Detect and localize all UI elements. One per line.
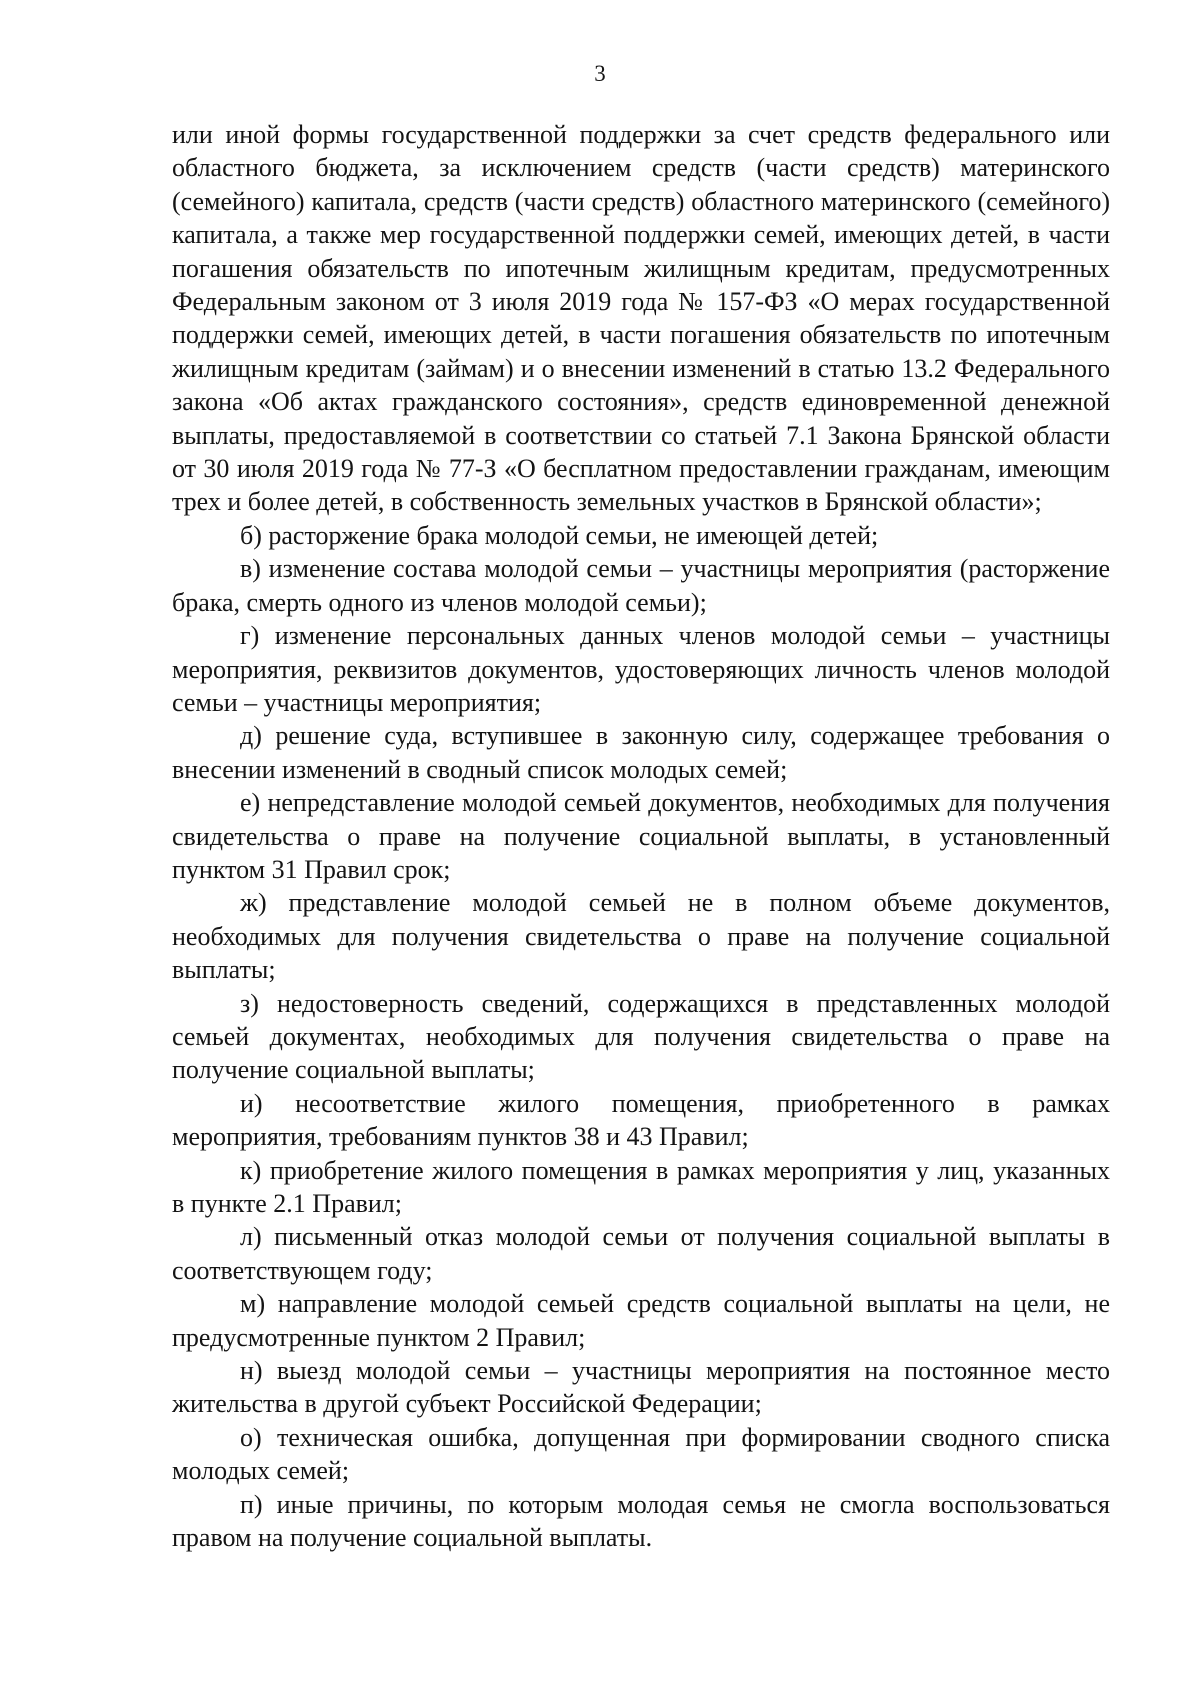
list-item-i: и) несоответствие жилого помещения, приобретенного в рамках мероприятия, требованиям пунктов 38 и 43 Правил; (172, 1088, 1110, 1152)
list-item-o: о) техническая ошибка, допущенная при формировании сводного списка молодых семей; (172, 1422, 1110, 1486)
page-number: 3 (594, 61, 606, 86)
list-item-k: к) приобретение жилого помещения в рамках мероприятия у лиц, указанных в пункте 2.1 Правил; (172, 1155, 1110, 1218)
list-item-d: д) решение суда, вступившее в законную силу, содержащее требования о внесении изменений в сводный список молодых семей; (172, 721, 1110, 784)
list-item-p: п) иные причины, по которым молодая семья не смогла воспользоваться правом на получение социальной выплаты. (172, 1489, 1110, 1553)
document-body (172, 118, 1110, 1554)
list-item-e: е) непредставление молодой семьей документов, необходимых для получения свидетельства о праве на получение социальной выплаты, в установленный пунктом 31 Правил срок; (172, 788, 1110, 884)
list-item-zh: ж) представление молодой семьей не в полном объеме документов, необходимых для получения свидетельства о праве на получение социальной выплаты; (172, 888, 1110, 985)
list-item-g: г) изменение персональных данных членов молодой семьи – участницы мероприятия, реквизитов документов, удостоверяющих личность членов молодой семьи – участницы мероприятия; (172, 621, 1110, 717)
list-item-l: л) письменный отказ молодой семьи от получения социальной выплаты в соответствующем году; (172, 1222, 1110, 1285)
paragraph-continuation: или иной формы государственной поддержки за счет средств федерального или областного бюджета, за исключением средств (части средств) материнского (семейного) капитала, средств (части средств) областного материнского (семейного) капитала, а также мер государственной поддержки семей, имеющих детей, в части погашения обязательств по ипотечным жилищным кредитам, предусмотренных Федеральным законом от 3 июля 2019 года № 157-ФЗ «О мерах государственной поддержки семей, имеющих детей, в части погашения обязательств по ипотечным жилищным кредитам (займам) и о внесении изменений в статью 13.2 Федерального закона «Об актах гражданского состояния», средств единовременной денежной выплаты, предоставляемой в соответствии со статьей 7.1 Закона Брянской области от 30 июля 2019 года № 77-З «О бесплатном предоставлении гражданам, имеющим трех и более детей, в собственность земельных участков в Брянской области»; (172, 120, 1110, 517)
list-item-n: н) выезд молодой семьи – участницы мероприятия на постоянное место жительства в другой субъект Российской Федерации; (172, 1356, 1110, 1419)
list-item-m: м) направление молодой семьей средств социальной выплаты на цели, не предусмотренные пунктом 2 Правил; (172, 1289, 1110, 1352)
list-item-v: в) изменение состава молодой семьи – участницы мероприятия (расторжение брака, смерть одного из членов молодой семьи); (172, 554, 1110, 617)
list-item-b: б) расторжение брака молодой семьи, не имеющей детей; (240, 520, 879, 550)
list-item-z: з) недостоверность сведений, содержащихся в представленных молодой семьей документах, необходимых для получения свидетельства о праве на получение социальной выплаты; (172, 988, 1110, 1085)
